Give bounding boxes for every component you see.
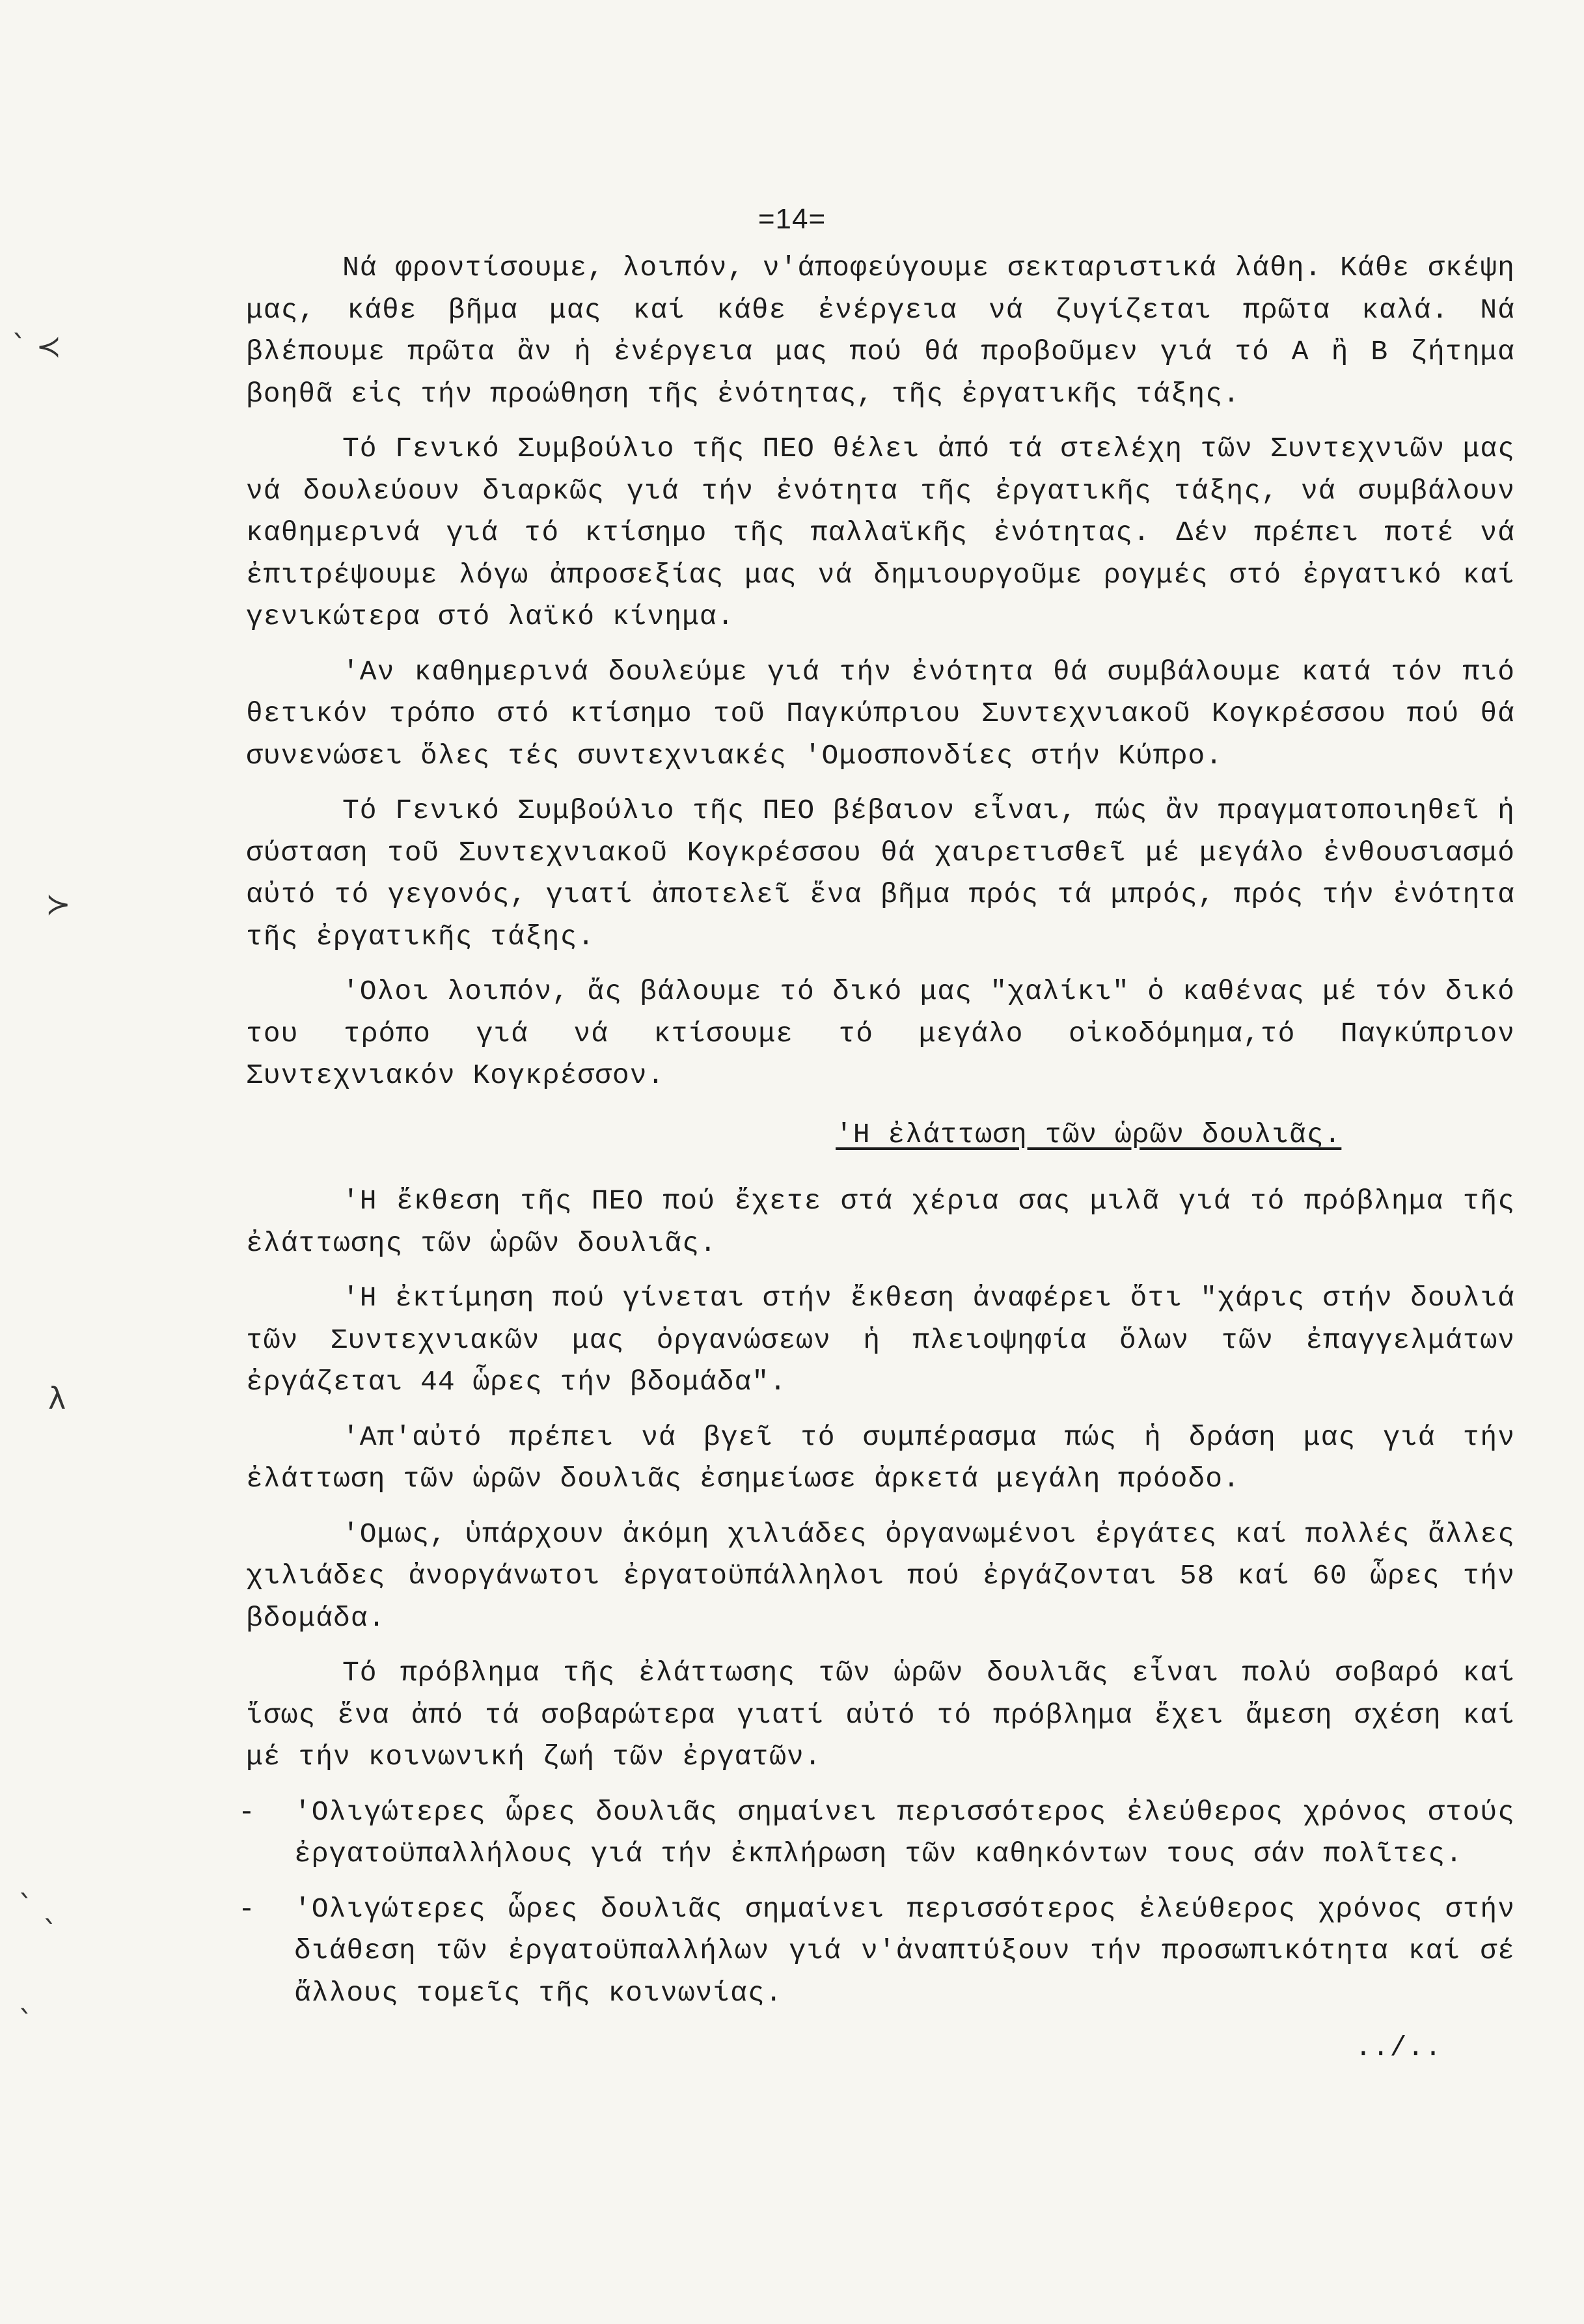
paragraph: 'Αν καθημερινά δουλεύμε γιά τήν ἐνότητα θά συμβάλουμε κατά τόν πιό θετικόν τρόπο στό κτίσημο τοῦ Παγκύπριου Συντεχνιακοῦ Κογκρέσσου πού θά συνενώσει ὅλες τές συντεχνιακές 'Ομοσπονδίες στήν Κύπρο. <box>246 655 1515 772</box>
paragraph: Τό Γενικό Συμβούλιο τῆς ΠΕΟ βέβαιον εἶναι, πώς ἂν πραγματοποιηθεῖ ἡ σύσταση τοῦ Συντεχνιακοῦ Κογκρέσσου θά χαιρετισθεῖ μέ μεγάλο ἐνθουσιασμό αὐτό τό γεγονός, γιατί ἀποτελεῖ ἕνα βῆμα πρός τά μπρός, πρός τήν ἐνότητα τῆς ἐργατικῆς τάξης. <box>246 795 1515 953</box>
margin-mark: ˋ ≺ <box>12 329 62 364</box>
paragraph: Νά φροντίσουμε, λοιπόν, ν'άποφεύγουμε σεκταριστικά λάθη. Κάθε σκέψη μας, κάθε βῆμα μας καί κάθε ἐνέργεια νά ζυγίζεται πρῶτα καλά. Νά βλέπουμε πρῶτα ἂν ἡ ἐνέργεια μας πού θά προβοῦμεν γιά τό Α ἢ Β ζήτημα βοηθᾶ εἰς τήν προώθηση τῆς ἐνότητας, τῆς ἐργατικῆς τάξης. <box>246 252 1515 410</box>
section-heading: 'Η ἐλάττωση τῶν ὡρῶν δουλιᾶς. <box>836 1118 1342 1151</box>
paragraph: 'Η ἔκθεση τῆς ΠΕΟ πού ἔχετε στά χέρια σας μιλᾶ γιά τό πρόβλημα τῆς ἐλάττωσης τῶν ὡρῶν δουλιᾶς. <box>246 1185 1515 1259</box>
bullet-item <box>238 1889 1515 2015</box>
margin-mark: ≻ <box>46 886 71 922</box>
paragraph: Τό πρόβλημα τῆς ἐλάττωσης τῶν ὡρῶν δουλιᾶς εἶναι πολύ σοβαρό καί ἴσως ἕνα ἀπό τά σοβαρώτερα γιατί αὐτό τό πρόβλημα ἔχει ἄμεση σχέση καί μέ τήν κοινωνική ζωή τῶν ἐργατῶν. <box>246 1657 1515 1773</box>
paragraph: Τό Γενικό Συμβούλιο τῆς ΠΕΟ θέλει ἀπό τά στελέχη τῶν Συντεχνιῶν μας νά δουλεύουν διαρκῶς γιά τήν ἐνότητα τῆς ἐργατικῆς τάξης, νά συμβάλουν καθημερινά γιά τό κτίσημο τῆς παλλαϊκῆς ἐνότητας. Δέν πρέπει ποτέ νά ἐπιτρέψουμε λόγω ἀπροσεξίας μας νά δημιουργοῦμε ρογμές στό ἐργατικό καί γενικώτερα στό λαϊκό κίνημα. <box>246 433 1515 633</box>
paragraph: 'Ολοι λοιπόν, ἄς βάλουμε τό δικό μας "χαλίκι" ὁ καθένας μέ τόν δικό του τρόπο γιά νά κτίσουμε τό μεγάλο οἰκοδόμημα,τό Παγκύπριον Συντεχνιακόν Κογκρέσσον. <box>246 976 1515 1091</box>
document-body <box>238 247 1515 2070</box>
paragraph: 'Η ἐκτίμηση πού γίνεται στήν ἔκθεση ἀναφέρει ὅτι "χάρις στήν δουλιά τῶν Συντεχνιακῶν μας ὀργανώσεων ἡ πλειοψηφία ὅλων τῶν ἐπαγγελμάτων ἐργάζεται 44 ὧρες τήν βδομάδα". <box>246 1282 1515 1398</box>
page-number: =14= <box>758 203 826 235</box>
bullet-item <box>238 1792 1515 1876</box>
paragraph: 'Ομως, ὑπάρχουν ἀκόμη χιλιάδες ὀργανωμένοι ἐργάτες καί πολλές ἄλλες χιλιάδες ἀνοργάνωτοι ἐργατοϋπάλληλοι πού ἐργάζονται 58 καί 60 ὧρες τήν βδομάδα. <box>246 1518 1515 1634</box>
bullet-text: 'Ολιγώτερες ὧρες δουλιᾶς σημαίνει περισσότερος ἐλεύθερος χρόνος στούς ἐργατοϋπαλλήλους γιά τήν ἐκπλήρωση τῶν καθηκόντων τους σάν πολῖτες. <box>294 1796 1515 1870</box>
bullet-dash: - <box>238 1893 256 1925</box>
margin-mark: ˋ ˎ <box>18 1889 58 1924</box>
bullet-text: 'Ολιγώτερες ὧρες δουλιᾶς σημαίνει περισσότερος ἐλεύθερος χρόνος στήν διάθεση τῶν ἐργατοϋπαλλήλων γιά ν'ἀναπτύξουν τήν προσωπικότητα καί σέ ἄλλους τομεῖς τῆς κοινωνίας. <box>294 1893 1515 2009</box>
margin-mark: λ <box>48 1381 66 1416</box>
continuation-mark: ../.. <box>1354 2032 1442 2064</box>
bullet-dash: - <box>238 1796 256 1828</box>
margin-mark: ˎ <box>18 1978 33 2014</box>
paragraph: 'Απ'αὐτό πρέπει νά βγεῖ τό συμπέρασμα πώς ἡ δράση μας γιά τήν ἐλάττωση τῶν ὡρῶν δουλιᾶς ἐσημείωσε ἀρκετά μεγάλη πρόοδο. <box>246 1421 1515 1495</box>
